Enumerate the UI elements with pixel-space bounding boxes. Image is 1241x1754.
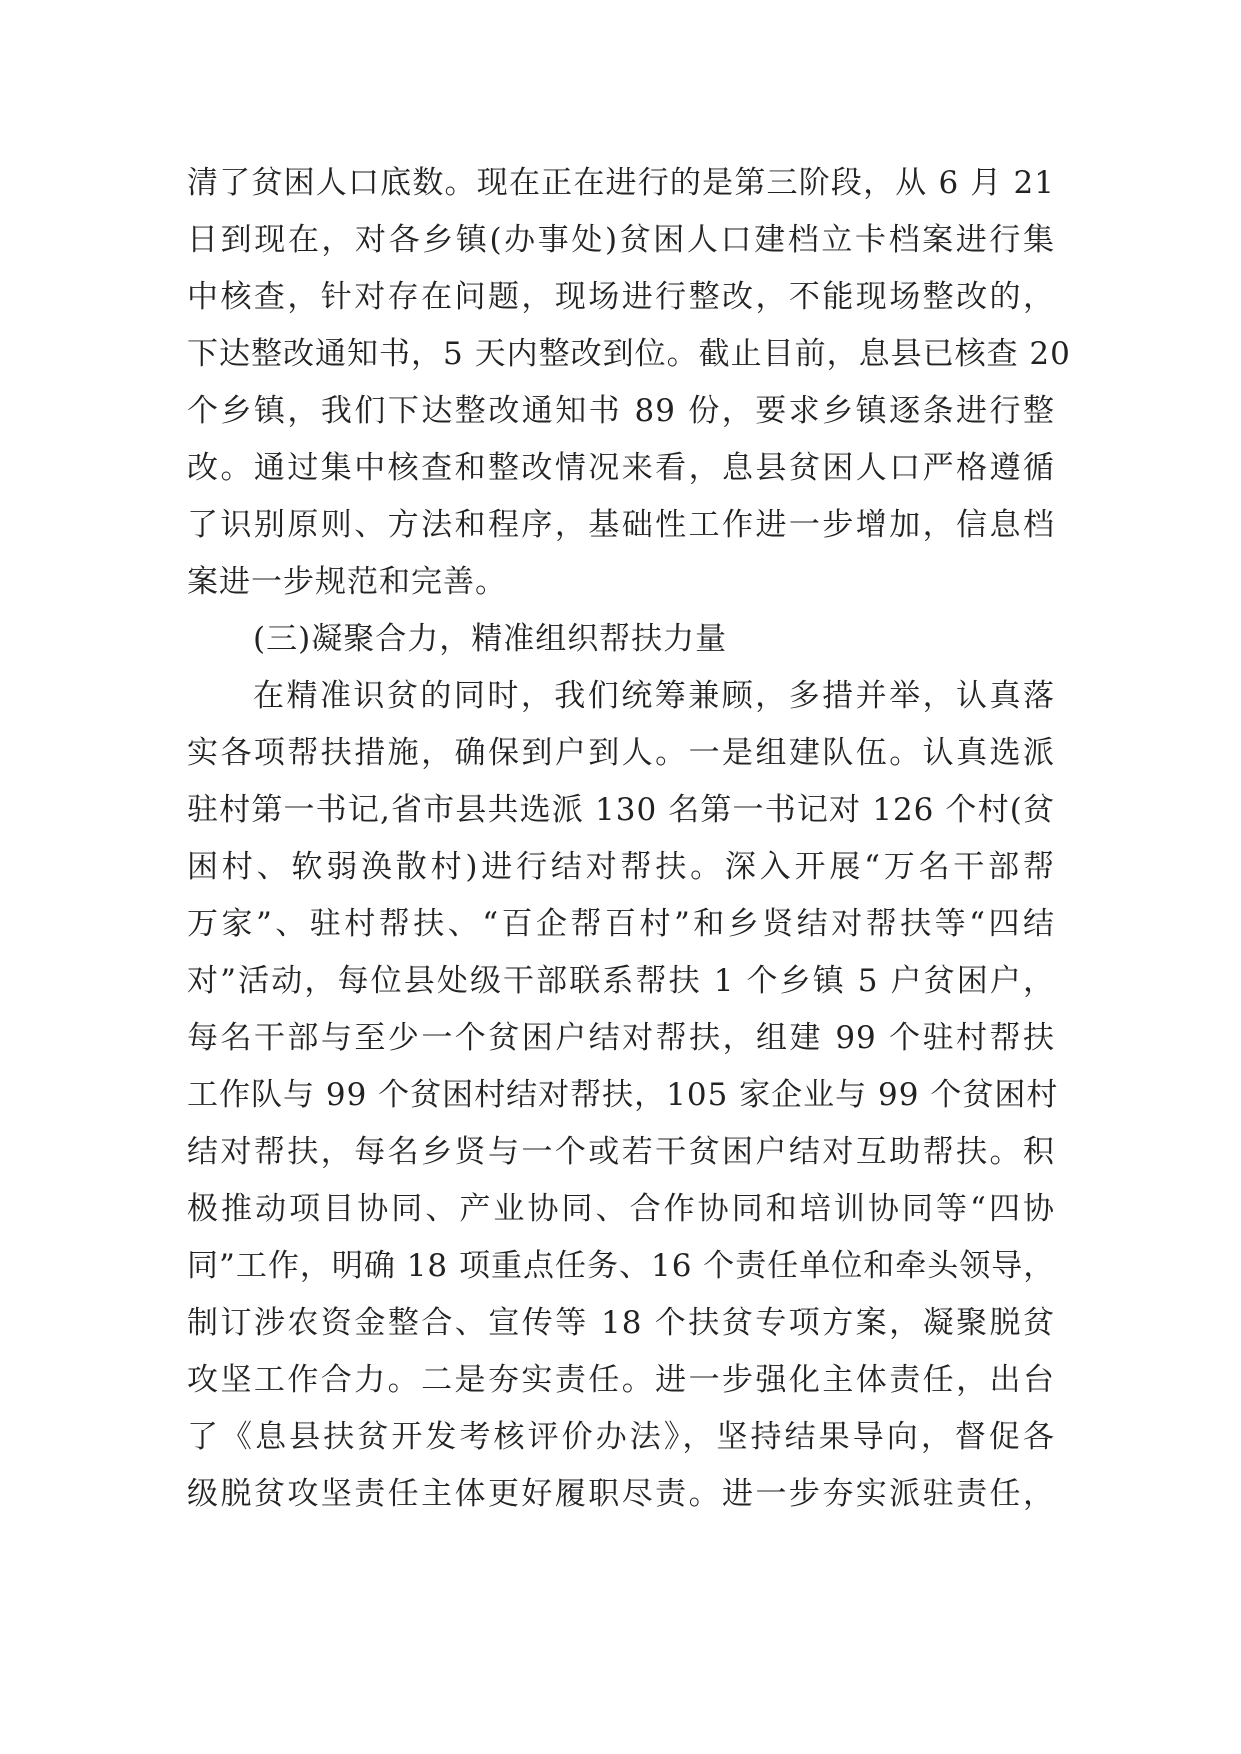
text-line: 了识别原则、方法和程序，基础性工作进一步增加，信息档 — [187, 507, 1055, 543]
heading-text: (三)凝聚合力，精准组织帮扶力量 — [253, 621, 728, 657]
text-line: 困村、软弱涣散村)进行结对帮扶。深入开展“万名干部帮 — [187, 849, 1055, 885]
text-line: 极推动项目协同、产业协同、合作协同和培训协同等“四协 — [187, 1191, 1055, 1227]
document-body — [187, 155, 1071, 1523]
text-line: 实各项帮扶措施，确保到户到人。一是组建队伍。认真选派 — [187, 735, 1055, 771]
text-line: 驻村第一书记,省市县共选派 130 名第一书记对 126 个村(贫 — [187, 792, 1055, 828]
text-line: 每名干部与至少一个贫困户结对帮扶，组建 99 个驻村帮扶 — [187, 1020, 1055, 1056]
text-line: 结对帮扶，每名乡贤与一个或若干贫困户结对互助帮扶。积 — [187, 1134, 1055, 1170]
text-line: 案进一步规范和完善。 — [187, 564, 507, 600]
text-line: 日到现在，对各乡镇(办事处)贫困人口建档立卡档案进行集 — [187, 222, 1055, 258]
text-line: 个乡镇，我们下达整改通知书 89 份，要求乡镇逐条进行整 — [187, 393, 1055, 429]
text-line: 清了贫困人口底数。现在正在进行的是第三阶段，从 6 月 21 — [187, 165, 1055, 201]
text-line: 了《息县扶贫开发考核评价办法》，坚持结果导向，督促各 — [187, 1419, 1055, 1455]
text-line: 级脱贫攻坚责任主体更好履职尽责。进一步夯实派驻责任， — [187, 1476, 1055, 1512]
text-line: 对”活动，每位县处级干部联系帮扶 1 个乡镇 5 户贫困户， — [187, 963, 1055, 999]
text-line: 改。通过集中核查和整改情况来看，息县贫困人口严格遵循 — [187, 450, 1055, 486]
text-line: 下达整改通知书，5 天内整改到位。截止目前，息县已核查 20 — [187, 336, 1071, 372]
text-line: 在精准识贫的同时，我们统筹兼顾，多措并举，认真落 — [253, 678, 1055, 714]
section-heading — [187, 611, 1055, 668]
paragraph — [187, 668, 1059, 1523]
paragraph — [187, 155, 1071, 611]
text-line: 攻坚工作合力。二是夯实责任。进一步强化主体责任，出台 — [187, 1362, 1055, 1398]
text-line: 中核查，针对存在问题，现场进行整改，不能现场整改的， — [187, 279, 1055, 315]
text-line: 制订涉农资金整合、宣传等 18 个扶贫专项方案，凝聚脱贫 — [187, 1305, 1055, 1341]
text-line: 工作队与 99 个贫困村结对帮扶，105 家企业与 99 个贫困村 — [187, 1077, 1059, 1113]
text-line: 万家”、驻村帮扶、“百企帮百村”和乡贤结对帮扶等“四结 — [187, 906, 1055, 942]
text-line: 同”工作，明确 18 项重点任务、16 个责任单位和牵头领导， — [187, 1248, 1056, 1284]
